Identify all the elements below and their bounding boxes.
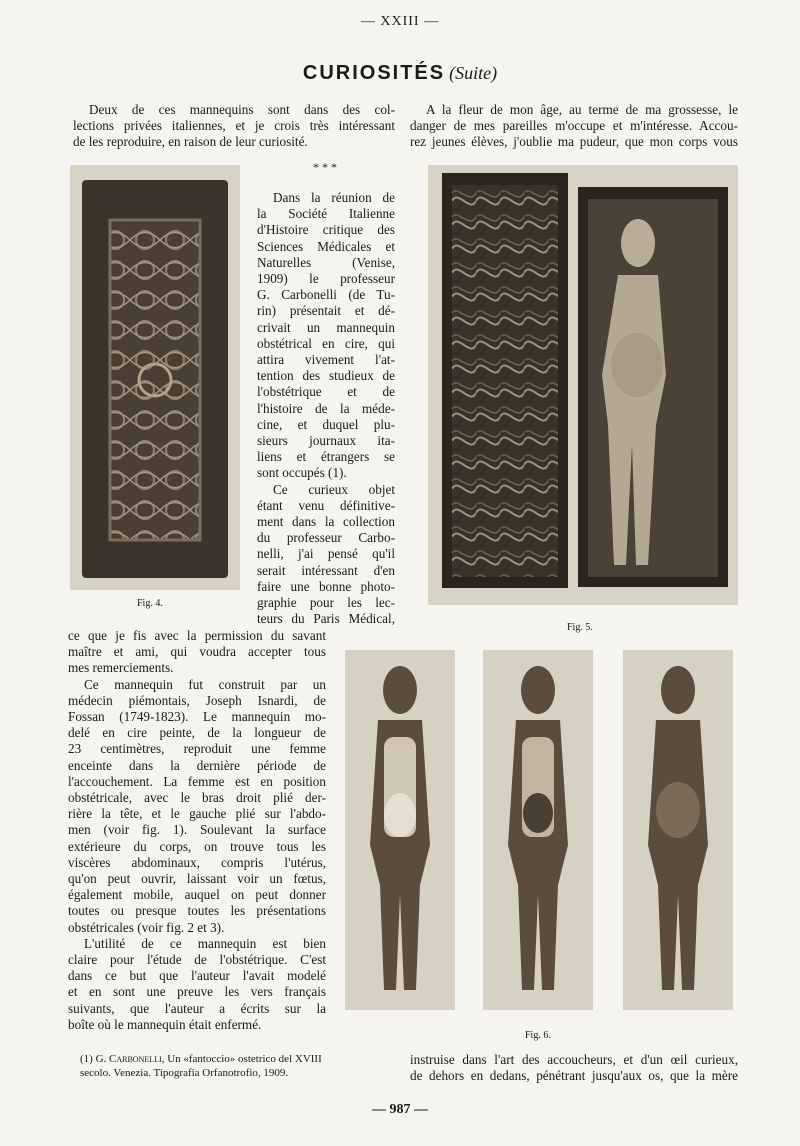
text-line: qu'on peut ouvrir, laissant voir un fœtus, xyxy=(68,871,326,887)
text-line: rin) présentait et dé- xyxy=(257,303,395,319)
text-line: ce que je fis avec la permission du savant xyxy=(68,628,326,643)
text-line: teurs du Paris Médical, xyxy=(257,611,395,627)
text-line: rière la tête, et le gauche plié sur l'abdo- xyxy=(68,806,326,822)
text-line: 1909) le professeur xyxy=(257,271,395,287)
text-line: obstétricale, avec le bras droit plié der- xyxy=(68,790,326,806)
text-line: l'histoire de la méde- xyxy=(257,400,395,416)
text-line: de dehors en dedans, pénétrant jusqu'aux os, que la mère xyxy=(410,1068,738,1084)
caption-fig5: Fig. 5. xyxy=(567,622,593,633)
text-line: extérieure du corps, on trouve tous les xyxy=(68,838,326,854)
figure-5 xyxy=(428,165,738,605)
carved-box-photo xyxy=(70,165,240,590)
text-line: serait intéressant d'en xyxy=(257,562,395,578)
caption-fig4: Fig. 4. xyxy=(137,598,163,609)
text-line: obstétrical en cire, qui xyxy=(257,335,395,351)
footnote-marker: (1) xyxy=(80,1053,93,1065)
mannequin-views-photo xyxy=(340,645,740,1025)
text-line: instruise dans l'art des accoucheurs, et d'un œil curieux, xyxy=(410,1052,738,1067)
asterism: * * * xyxy=(313,160,337,174)
figure-6 xyxy=(340,645,740,1025)
caption-fig6: Fig. 6. xyxy=(525,1030,551,1041)
text-line: claire pour l'étude de l'obstétrique. C'est xyxy=(68,952,326,968)
lower-left-text xyxy=(68,628,326,1033)
middle-column-text xyxy=(257,190,395,627)
text-line: sieurs journaux ita- xyxy=(257,433,395,449)
verse-paragraph-top xyxy=(410,102,738,151)
running-header: — XXIII — xyxy=(360,14,440,29)
text-line: médecin piémontais, Joseph Isnardi, de xyxy=(68,692,326,708)
text-line: lections privées italiennes, et je crois très intéressant xyxy=(73,118,395,134)
text-line: nelli, j'ai pensé qu'il xyxy=(257,546,395,562)
text-line: toutes ou presque toutes les présentations xyxy=(68,903,326,919)
text-line: sont occupés (1). xyxy=(257,465,347,481)
figure-4 xyxy=(70,165,240,590)
text-line: 23 centimètres, reproduit une femme xyxy=(68,741,326,757)
text-line: liens et étrangers se xyxy=(257,449,395,465)
text-line: Sciences Médicales et xyxy=(257,238,395,254)
title-main: CURIOSITÉS xyxy=(302,62,446,84)
text-line: mes remerciements. xyxy=(68,660,174,676)
text-line: Naturelles (Venise, xyxy=(257,254,395,270)
text-line: boîte où le mannequin était enfermé. xyxy=(68,1016,262,1032)
text-line: également mobile, auquel on peut donner xyxy=(68,887,326,903)
text-line: attira vivement l'at- xyxy=(257,352,395,368)
text-line: men (voir fig. 1). Soulevant la surface xyxy=(68,822,326,838)
text-line: cine, et duquel plu- xyxy=(257,416,395,432)
verse-paragraph-bottom xyxy=(410,1052,738,1084)
text-line: delé en cire peinte, de la longueur de xyxy=(68,725,326,741)
text-line: de les reproduire, en raison de leur curiosité. xyxy=(73,134,308,150)
footnote-text-line2: secolo. Venezia. Tipografia Orfanotrofio, 1909. xyxy=(80,1067,289,1079)
text-line: danger de mes pareilles m'occupe et m'intéresse. Accou- xyxy=(410,118,738,134)
text-line: l'obstétrique et de xyxy=(257,384,395,400)
text-line: suivants, que l'auteur a écrits sur la xyxy=(68,1000,326,1016)
text-line: viscères abdominaux, compris l'utérus, xyxy=(68,854,326,870)
title-sub: (Suite) xyxy=(449,63,498,83)
intro-paragraph xyxy=(73,102,395,151)
text-line: crivait un mannequin xyxy=(257,319,395,335)
text-line: Deux de ces mannequins sont dans des col- xyxy=(89,102,395,117)
text-line: d'Histoire critique des xyxy=(257,222,395,238)
footnote xyxy=(80,1052,390,1080)
text-line: tention des studieux de xyxy=(257,368,395,384)
text-line: Ce mannequin fut construit par un xyxy=(84,676,326,692)
open-box-photo xyxy=(428,165,738,605)
text-line: et en sont une preuve les vers français xyxy=(68,984,326,1000)
text-line: enceinte dans la dernière période de xyxy=(68,757,326,773)
text-line: faire une bonne photo- xyxy=(257,578,395,594)
text-line: dans ce but que l'auteur l'avait modelé xyxy=(68,968,326,984)
text-line: maître et ami, qui voudra accepter tous xyxy=(68,644,326,660)
text-line: Fossan (1749-1823). Le mannequin mo- xyxy=(68,709,326,725)
text-line: G. Carbonelli (de Tu- xyxy=(257,287,395,303)
page-number: — 987 — xyxy=(372,1102,428,1117)
text-line: ment dans la collection xyxy=(257,514,395,530)
text-line: Ce curieux objet xyxy=(273,481,395,497)
text-line: rez jeunes élèves, j'oublie ma pudeur, que mon corps vous xyxy=(410,134,738,150)
text-line: du professeur Carbo- xyxy=(257,530,395,546)
text-line: graphie pour les lec- xyxy=(257,595,395,611)
text-line: A la fleur de mon âge, au terme de ma grossesse, le xyxy=(426,102,738,117)
text-line: L'utilité de ce mannequin est bien xyxy=(84,935,326,951)
footnote-author: G. Carbonelli, xyxy=(95,1053,165,1065)
text-line: étant venu définitive- xyxy=(257,497,395,513)
text-line: l'accouchement. La femme est en position xyxy=(68,773,326,789)
text-line: Dans la réunion de xyxy=(273,190,395,205)
footnote-text: Un «fantoccio» ostetrico del XVIII xyxy=(167,1053,322,1065)
text-line: obstétricales (voir fig. 2 et 3). xyxy=(68,919,225,935)
text-line: la Société Italienne xyxy=(257,206,395,222)
page-title xyxy=(0,62,800,85)
